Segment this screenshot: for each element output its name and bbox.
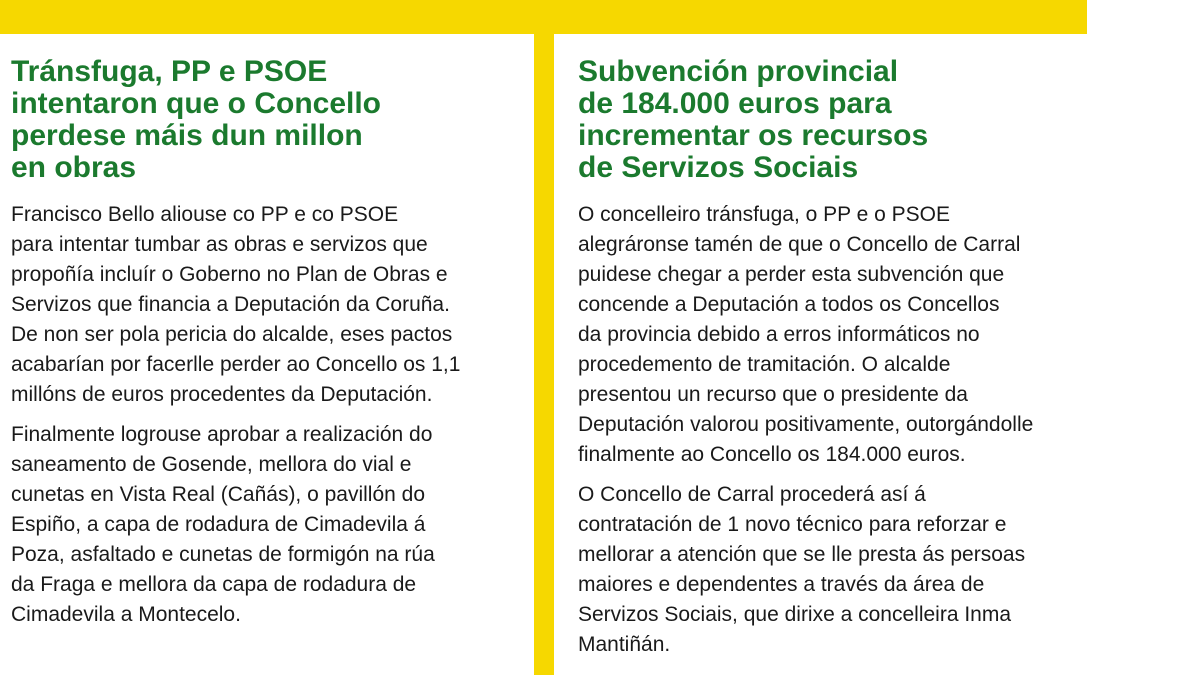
text-line: procedemento de tramitación. O alcalde <box>578 353 951 376</box>
text-line: O Concello de Carral procederá así á <box>578 483 926 506</box>
left-article <box>11 56 526 640</box>
text-line: Finalmente logrouse aprobar a realización do <box>11 423 433 446</box>
text-line: De non ser pola pericia do alcalde, eses pactos <box>11 323 453 346</box>
left-headline <box>11 56 526 184</box>
left-headline-line: Tránsfuga, PP e PSOE <box>11 55 328 88</box>
text-line: contratación de 1 novo técnico para reforzar e <box>578 513 1007 536</box>
text-line: presentou un recurso que o presidente da <box>578 383 968 406</box>
text-line: propoñía incluír o Goberno no Plan de Obras e <box>11 263 448 286</box>
right-headline-line: de 184.000 euros para <box>578 87 892 120</box>
text-line: mellorar a atención que se lle presta ás persoas <box>578 543 1026 566</box>
text-line: da Fraga e mellora da capa de rodadura de <box>11 573 417 596</box>
text-line: Poza, asfaltado e cunetas de formigón na rúa <box>11 543 435 566</box>
text-line: para intentar tumbar as obras e servizos que <box>11 233 428 256</box>
text-line: cunetas en Vista Real (Cañás), o pavillón do <box>11 483 426 506</box>
text-line: millóns de euros procedentes da Deputación. <box>11 383 433 406</box>
right-headline <box>578 56 1093 184</box>
right-article <box>578 56 1093 670</box>
text-line: O concelleiro tránsfuga, o PP e o PSOE <box>578 203 950 226</box>
right-paragraph-2 <box>578 480 1093 660</box>
text-line: saneamento de Gosende, mellora do vial e <box>11 453 412 476</box>
text-line: Servizos que financia a Deputación da Coruña. <box>11 293 450 316</box>
text-line: Cimadevila a Montecelo. <box>11 603 241 626</box>
right-headline-line: Subvención provincial <box>578 55 899 88</box>
right-headline-line: incrementar os recursos <box>578 119 929 152</box>
left-paragraph-2 <box>11 420 526 630</box>
text-line: Deputación valorou positivamente, outorgándolle <box>578 413 1034 436</box>
text-line: Servizos Sociais, que dirixe a concelleira Inma <box>578 603 1012 626</box>
text-line: Francisco Bello aliouse co PP e co PSOE <box>11 203 399 226</box>
left-paragraph-1 <box>11 200 526 410</box>
left-headline-line: en obras <box>11 151 137 184</box>
column-divider <box>534 0 554 675</box>
right-paragraph-1 <box>578 200 1093 470</box>
left-headline-line: intentaron que o Concello <box>11 87 382 120</box>
text-line: acabarían por facerlle perder ao Concello os 1,1 <box>11 353 461 376</box>
text-line: Espiño, a capa de rodadura de Cimadevila á <box>11 513 426 536</box>
text-line: alegráronse tamén de que o Concello de Carral <box>578 233 1021 256</box>
text-line: da provincia debido a erros informáticos no <box>578 323 980 346</box>
text-line: maiores e dependentes a través da área de <box>578 573 985 596</box>
text-line: puidese chegar a perder esta subvención que <box>578 263 1005 286</box>
left-headline-line: perdese máis dun millon <box>11 119 363 152</box>
text-line: concende a Deputación a todos os Concellos <box>578 293 1000 316</box>
right-headline-line: de Servizos Sociais <box>578 151 859 184</box>
text-line: finalmente ao Concello os 184.000 euros. <box>578 443 966 466</box>
text-line: Mantiñán. <box>578 633 671 656</box>
